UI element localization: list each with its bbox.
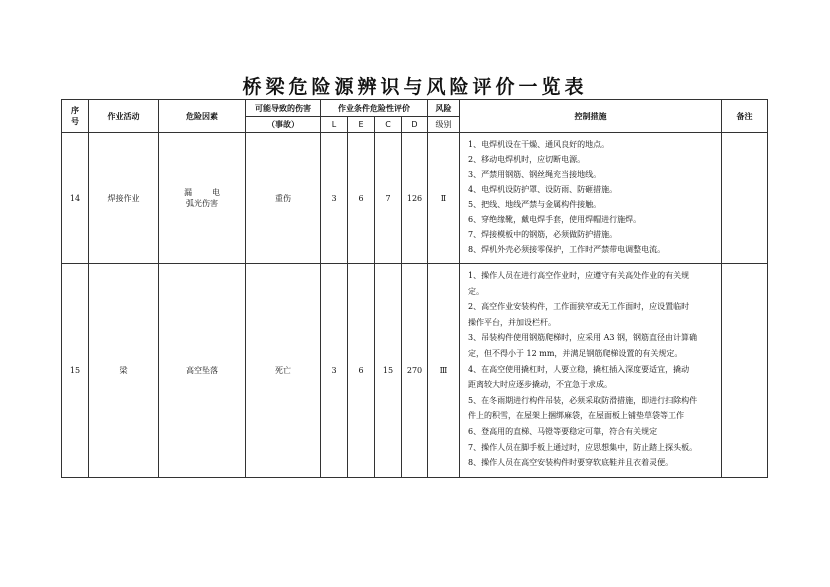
row-E: 6 xyxy=(348,264,375,478)
row-L: 3 xyxy=(321,264,348,478)
row-hazard-line1: 漏电 xyxy=(184,188,240,197)
row-seq: 15 xyxy=(62,264,89,478)
control-line: 3、吊装构件使用钢筋爬梯时，应采用 A3 钢，钢筋直径由计算确 xyxy=(468,333,698,343)
header-C: C xyxy=(375,117,402,133)
control-line: 件上的积雪，在屋架上捆绑麻袋，在屋面板上铺垫草袋等工作 xyxy=(468,411,684,421)
row-D: 126 xyxy=(402,133,428,264)
row-hazard-line1: 高空坠落 xyxy=(186,366,218,375)
control-line: 1、操作人员在进行高空作业时，应遵守有关高处作业的有关规 xyxy=(468,271,690,280)
control-line: 4、电焊机设防护罩、设防雨、防砸措施。 xyxy=(468,185,618,194)
row-remark xyxy=(722,133,768,264)
control-line: 4、在高空使用撬杠时，人要立稳，撬杠插入深度要适宜，撬动 xyxy=(468,364,690,374)
header-E: E xyxy=(348,117,375,133)
row-C: 7 xyxy=(375,133,402,264)
table-row xyxy=(62,133,768,264)
page-title: 桥梁危险源辨识与风险评价一览表 xyxy=(242,76,588,98)
row-remark xyxy=(722,264,768,478)
header-harm-bottom: （事故） xyxy=(246,117,321,133)
control-line: 2、高空作业安装构件，工作面狭窄或无工作面时，应设置临时 xyxy=(468,302,690,312)
row-harm: 重伤 xyxy=(246,133,321,264)
control-line: 7、操作人员在脚手板上通过时，应思想集中，防止踏上探头板。 xyxy=(468,442,698,452)
row-activity: 梁 xyxy=(89,264,159,478)
control-line: 8、焊机外壳必须接零保护，工作时严禁带电调整电流。 xyxy=(468,245,666,254)
control-line: 7、焊接模板中的钢筋，必须做防护措施。 xyxy=(468,230,618,239)
row-D: 270 xyxy=(402,264,428,478)
control-line: 8、操作人员在高空安装构件时要穿软底鞋并且衣着灵便。 xyxy=(468,458,674,468)
risk-table xyxy=(61,99,768,478)
header-D: D xyxy=(402,117,428,133)
row-hazard xyxy=(159,133,246,264)
header-harm-top: 可能导致的伤害 xyxy=(246,100,321,117)
control-line: 2、移动电焊机时，应切断电源。 xyxy=(468,155,586,164)
control-line: 5、把线、地线严禁与金属构件接触。 xyxy=(468,200,602,209)
row-C: 15 xyxy=(375,264,402,478)
row-E: 6 xyxy=(348,133,375,264)
control-line: 定。 xyxy=(468,286,484,296)
control-line: 6、穿绝缘靴，戴电焊手套，使用焊帽进行施焊。 xyxy=(468,215,642,224)
row-seq: 14 xyxy=(62,133,89,264)
control-line: 5、在冬雨期进行构件吊装，必须采取防滑措施，即进行扫除构件 xyxy=(468,395,698,405)
row-hazard-line2: 弧光伤害 xyxy=(186,199,218,208)
row-risk: Ⅲ xyxy=(428,264,460,478)
row-controls xyxy=(460,133,722,264)
header-risk-bottom: 级别 xyxy=(428,117,460,133)
control-line: 距离较大时应逐步撬动，不宜急于求成。 xyxy=(468,380,612,390)
row-harm: 死亡 xyxy=(246,264,321,478)
row-controls xyxy=(460,264,722,478)
header-L: L xyxy=(321,117,348,133)
row-activity: 焊接作业 xyxy=(89,133,159,264)
control-line: 3、严禁用钢筋、钢丝绳充当接地线。 xyxy=(468,170,602,179)
header-seq: 序 号 xyxy=(62,100,89,133)
row-risk: Ⅱ xyxy=(428,133,460,264)
control-line: 定，但不得小于 12 mm，并满足钢筋爬梯设置的有关规定。 xyxy=(468,348,683,358)
control-line: 操作平台，并加设栏杆。 xyxy=(468,317,556,327)
header-control: 控制措施 xyxy=(460,100,722,133)
header-activity: 作业活动 xyxy=(89,100,159,133)
header-hazard: 危险因素 xyxy=(159,100,246,133)
control-line: 6、登高用的直梯、马镫等要稳定可靠，符合有关规定 xyxy=(468,426,658,436)
header-eval: 作业条件危险性评价 xyxy=(321,100,428,117)
control-line: 1、电焊机设在干燥、通风良好的地点。 xyxy=(468,140,610,149)
header-remark: 备注 xyxy=(722,100,768,133)
row-L: 3 xyxy=(321,133,348,264)
header-risk-top: 风险 xyxy=(428,100,460,117)
table-row xyxy=(62,264,768,478)
header-row-1 xyxy=(62,100,768,117)
row-hazard xyxy=(159,264,246,478)
